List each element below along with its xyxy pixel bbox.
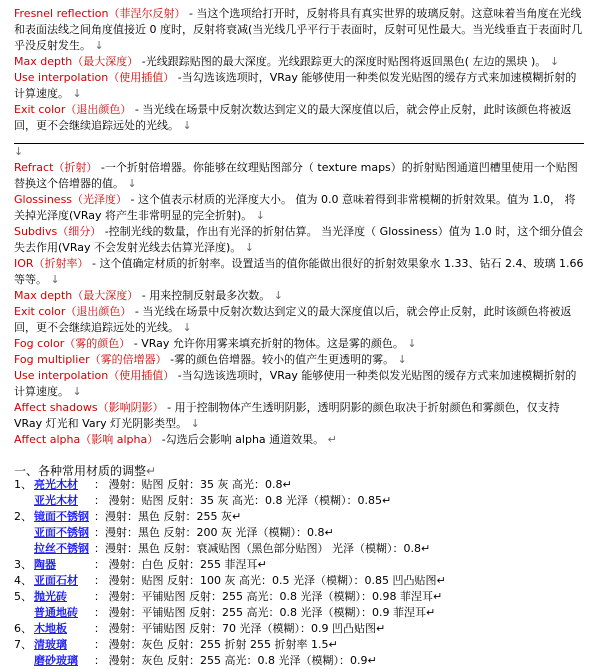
parameter-description: -当勾选该选项时，VRay 能够使用一种类似发光贴图的缓存方式来加速模糊折射的计算速度。 <box>14 369 577 398</box>
paragraph-mark: ↓ <box>182 119 192 132</box>
parameter-description: -勾选后会影响 alpha 通道效果。 <box>158 433 325 446</box>
parameter-description: -当勾选该选项时，VRay 能够使用一种类似发光贴图的缓存方式来加速模糊折射的计算速度。 <box>14 71 577 100</box>
paragraph-mark: ↓ <box>94 39 104 52</box>
parameter-paragraph <box>14 256 584 288</box>
parameter-description: - 用来控制反射最多次数。 <box>138 289 271 302</box>
parameter-paragraph <box>14 70 584 102</box>
parameter-paragraph <box>14 160 584 192</box>
paragraph-mark: ↵ <box>327 433 337 446</box>
material-settings: ： 漫射：平铺贴图 反射：255 高光：0.8 光泽（模糊）：0.9 菲涅耳↵ <box>94 606 436 619</box>
material-index: 3、 <box>14 558 32 571</box>
material-name: 拉丝不锈钢 <box>34 542 89 555</box>
material-index: 4、 <box>14 574 32 587</box>
material-settings: ： 漫射：贴图 反射：35 灰 高光：0.8 光泽（模糊）：0.85↵ <box>94 494 392 507</box>
material-settings: ：漫射：黑色 反射：255 灰↵ <box>94 510 242 523</box>
parameter-paragraph <box>14 288 584 304</box>
material-name: 亚光木材 <box>34 494 78 507</box>
material-name: 普通地砖 <box>34 606 78 619</box>
parameter-paragraph <box>14 54 584 70</box>
parameter-paragraph <box>14 352 584 368</box>
parameter-description: - VRay 允许你用雾来填充折射的物体。这是雾的颜色。 <box>130 337 404 350</box>
parameter-description: - 这个值确定材质的折射率。设置适当的值你能做出很好的折射效果象水 1.33、钻石 2.4、玻璃 1.66 等等。 <box>14 257 584 286</box>
section-divider <box>14 143 584 144</box>
material-name: 镜面不锈钢 <box>34 510 89 523</box>
material-name: 磨砂玻璃 <box>34 654 78 667</box>
material-settings: ： 漫射：灰色 反射：255 高光：0.8 光泽（模糊）：0.9↵ <box>94 654 377 667</box>
parameter-description: - 用于控制物体产生透明阴影，透明阴影的颜色取决于折射颜色和雾颜色，仅支持 VRay 灯光和 Vary 灯光阴影类型。 <box>14 401 560 430</box>
paragraph-mark: ↓ <box>127 177 137 190</box>
paragraph-mark: ↓ <box>397 353 407 366</box>
material-name: 亚面石材 <box>34 574 78 587</box>
paragraph-mark: ↓ <box>190 417 200 430</box>
parameter-term: Use interpolation（使用插值） <box>14 369 175 382</box>
material-name: 亮光木材 <box>34 478 78 491</box>
parameter-paragraph <box>14 6 584 54</box>
material-index: 6、 <box>14 622 32 635</box>
paragraph-mark: ↓ <box>244 241 254 254</box>
section-break-mark: ↓ <box>14 145 24 158</box>
parameter-paragraph <box>14 400 584 432</box>
material-settings: ：漫射：黑色 反射：200 灰 光泽（模糊）：0.8↵ <box>94 526 334 539</box>
material-settings: ： 漫射：平铺贴图 反射：255 高光：0.8 光泽（模糊）：0.98 菲涅耳↵ <box>94 590 443 603</box>
parameter-term: Fresnel reflection（菲涅尔反射） <box>14 7 186 20</box>
parameter-paragraph <box>14 192 584 224</box>
parameter-term: Fog multiplier（雾的倍增器） <box>14 353 167 366</box>
parameter-term: Refract（折射） <box>14 161 98 174</box>
material-settings: ： 漫射：贴图 反射：100 灰 高光：0.5 光泽（模糊）：0.85 凹凸贴图↵ <box>94 574 446 587</box>
paragraph-mark: ↓ <box>407 337 417 350</box>
parameter-description: - 当这个选项给打开时，反射将具有真实世界的玻璃反射。这意味着当角度在光线和表面法线之间角度值接近 0 度时，反射将衰减(当光线几乎平行于表面时，反射可见性最大。当光线垂直于表面时几乎没反射发生。 <box>14 7 583 52</box>
paragraph-mark: ↓ <box>50 273 60 286</box>
parameter-description: -一个折射倍增器。你能够在纹理贴图部分（ texture maps）的折射贴图通道凹槽里使用一个贴图替换这个倍增器的值。 <box>14 161 578 190</box>
paragraph-mark: ↓ <box>255 209 265 222</box>
parameter-description: - 这个值表示材质的光泽度大小。 值为 0.0 意味着得到非常模糊的折射效果。值为 1.0， 将关掉光泽度(VRay 将产生非常明显的完全折射)。 <box>14 193 576 222</box>
material-settings: ： 漫射：平铺贴图 反射：70 光泽（模糊）：0.9 凹凸贴图↵ <box>94 622 386 635</box>
parameter-description: - 当光线在场景中反射次数达到定义的最大深度值以后，就会停止反射，此时该颜色将被返回，更不会继续追踪远处的光线。 <box>14 103 572 132</box>
parameter-paragraph <box>14 102 584 134</box>
parameter-description: -控制光线的数量，作出有光泽的折射估算。 当光泽度（ Glossiness）值为 1.0 时，这个细分值会失去作用(VRay 不会发射光线去估算光泽度)。 <box>14 225 584 254</box>
material-settings: ： 漫射：灰色 反射：255 折射 255 折射率 1.5↵ <box>94 638 338 651</box>
material-settings: ： 漫射：贴图 反射：35 灰 高光：0.8↵ <box>94 478 292 491</box>
material-index: 1、 <box>14 478 32 491</box>
material-index: 5、 <box>14 590 32 603</box>
section-heading: 一、各种常用材质的调整↵ <box>14 464 157 478</box>
parameter-paragraph <box>14 336 584 352</box>
parameter-term: Exit color（退出颜色） <box>14 305 132 318</box>
parameter-term: Fog color（雾的颜色） <box>14 337 131 350</box>
material-name: 亚面不锈钢 <box>34 526 89 539</box>
parameter-paragraph <box>14 432 584 448</box>
paragraph-mark: ↓ <box>549 55 560 68</box>
parameter-term: Exit color（退出颜色） <box>14 103 132 116</box>
material-settings: ： 漫射：白色 反射：255 菲涅耳↵ <box>94 558 267 571</box>
parameter-term: Max depth（最大深度） <box>14 55 139 68</box>
material-name: 木地板 <box>34 622 67 635</box>
parameter-term: Glossiness（光泽度） <box>14 193 128 206</box>
parameter-term: Affect alpha（影响 alpha） <box>14 433 159 446</box>
parameter-description: -雾的颜色倍增器。较小的值产生更透明的雾。 <box>166 353 395 366</box>
material-name: 清玻璃 <box>34 638 67 651</box>
material-name: 陶器 <box>34 558 56 571</box>
parameter-paragraph <box>14 304 584 336</box>
parameter-term: Use interpolation（使用插值） <box>14 71 175 84</box>
paragraph-mark: ↓ <box>72 87 82 100</box>
paragraph-mark: ↓ <box>273 289 283 302</box>
parameter-description: -光线跟踪贴图的最大深度。光线跟踪更大的深度时贴图将返回黑色( 左边的黑块 )。 <box>138 55 547 68</box>
refraction-parameters <box>14 160 584 448</box>
parameter-term: Subdivs（细分） <box>14 225 102 238</box>
parameter-paragraph <box>14 224 584 256</box>
material-name: 抛光砖 <box>34 590 67 603</box>
material-index: 7、 <box>14 638 32 651</box>
parameter-term: Max depth（最大深度） <box>14 289 139 302</box>
paragraph-mark: ↓ <box>182 321 192 334</box>
parameter-paragraph <box>14 368 584 400</box>
parameter-term: IOR（折射率） <box>14 257 89 270</box>
material-settings: ：漫射：黑色 反射：衰减贴图（黑色部分贴图） 光泽（模糊）：0.8↵ <box>94 542 431 555</box>
parameter-description: - 当光线在场景中反射次数达到定义的最大深度值以后，就会停止反射，此时该颜色将被返回，更不会继续追踪远处的光线。 <box>14 305 572 334</box>
material-index: 2、 <box>14 510 32 523</box>
parameter-term: Affect shadows（影响阴影） <box>14 401 164 414</box>
paragraph-mark: ↓ <box>72 385 82 398</box>
reflection-parameters <box>14 6 584 134</box>
